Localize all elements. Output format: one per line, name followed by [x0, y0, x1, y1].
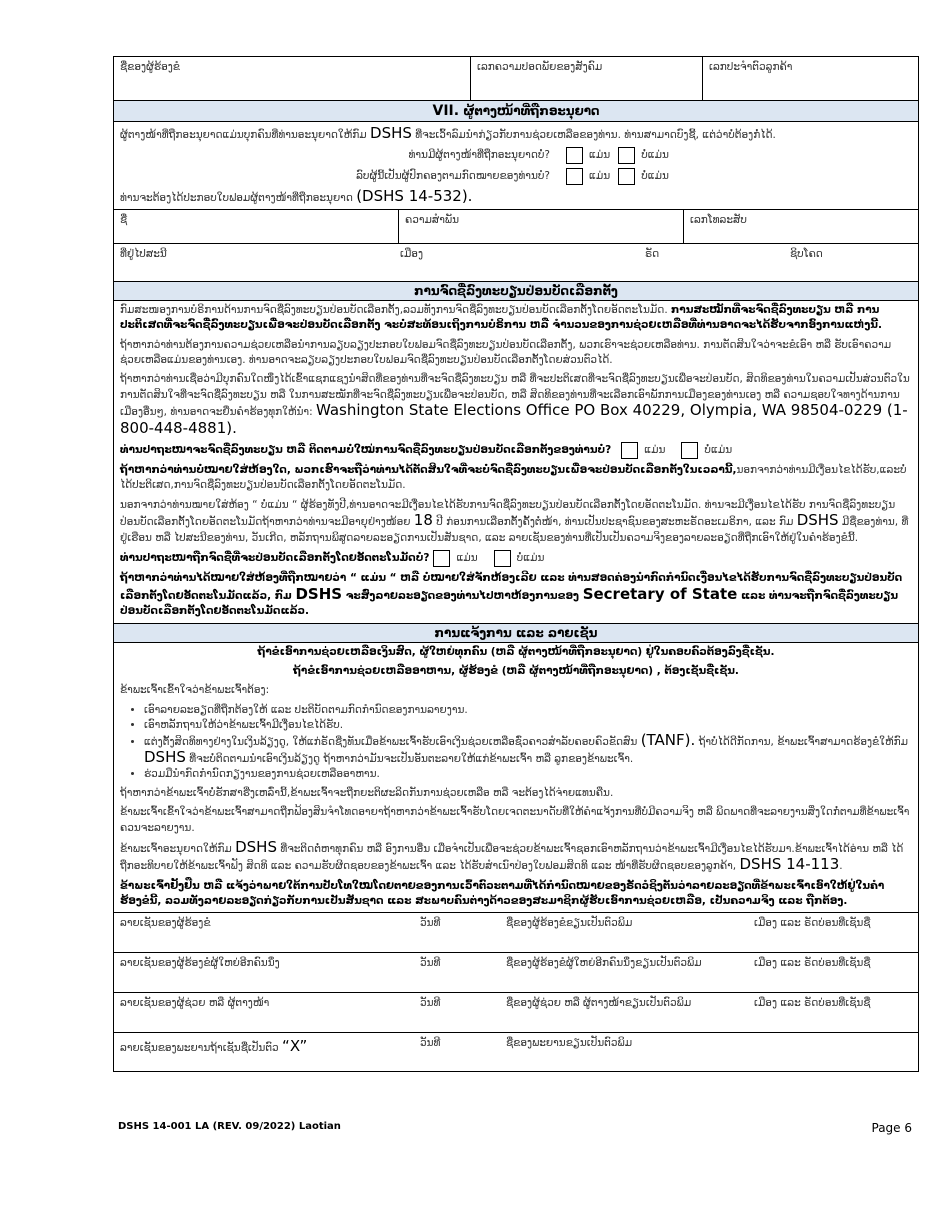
applicant-info-row [114, 57, 918, 101]
auto-yes-checkbox[interactable] [433, 550, 450, 567]
must-complete-text: ທ່ານຈະຕ້ອງໄດ້ປະກອບໃບຟອມຜູ້ຕາງໜ້າທີ່ຖືກອະນຸຍາດ [120, 192, 353, 205]
rep-phone-label: ເລກໂທລະສັບ [690, 213, 747, 226]
rep-state-label: ຣັດ [645, 247, 660, 260]
q2-no-label: ບໍ່ແມ່ນ [641, 170, 669, 183]
voter-p6-c: ແລະ ທ່ານຈະຖືກຈົດຊື່ລົງທະບຽນປ່ອນບັດເລືອກຕັ້ງໂດຍອັດຕະໂນມັດແລ້ວ. [120, 589, 899, 617]
obligation-3a: ແຕ່ງຕັ້ງສິດທິທາງຢ່າງໃນເງິນລ້ຽງດູ, ໃຫ້ແກ່ຣັດຊີ່ງທັນເມື່ອຂ້າພະເຈົ້າຮັບເອົາເງິນຊ່ວຍເຫລືອຊົ່ວຄາວສຳລັບຄອບຄົວຂັດສົນ [144, 735, 638, 748]
voter-registration-header [114, 282, 918, 301]
voter-p6 [114, 569, 918, 623]
cash-notice [114, 643, 918, 662]
applicant-date-label: ວັນທີ [420, 916, 441, 929]
signature-section-header [114, 624, 918, 643]
rep-city-field[interactable] [394, 244, 639, 281]
signature-table [114, 913, 918, 1071]
obligation-item [144, 730, 918, 767]
rep-city-label: ເມືອງ ແລະ ຣັດບ່ອນທີ່ເຊັນຊື່ [754, 996, 871, 1009]
witness-signature-cell [114, 1033, 414, 1071]
q2-text: ລົບຜູ້ນີ້ເປັນຜູ້ປົກຄອງຕາມກົດໝາຍຂອງທ່ານບໍ? [356, 170, 550, 183]
voter-p5 [114, 496, 918, 548]
voter-p6-a: ຖ້າຫາກວ່າທ່ານໄດ້ໝາຍໃສ່ຫ້ອງທີ່ຖືກໝາຍວ່າ “ ແມ່ນ “ ຫລື ບໍ່ໝາຍໃສ່ຈັກຫ້ອງເລີຍ ແລະ ທ່ານສອດຄ່ອງນຳກົດກຳນົດເງື່ອນໄຂໄດ້ຮັບການຈົດຊື່ລົງທະບຽນປ່ອນບັດເລືອກຕັ້ງໂດຍອັດຕະໂນມັດແລ້ວ, ກົມ [120, 572, 903, 602]
rep-address-row [114, 244, 918, 282]
form-14-113-ref: DSHS 14-113 [739, 855, 840, 874]
form-14-532-ref: (DSHS 14-532). [356, 187, 473, 206]
rep-relationship-label: ຄວາມສຳພັນ [405, 213, 460, 226]
rep-relationship-field[interactable] [399, 210, 684, 243]
voter-p2-text: ຖ້າຫາກວ່າທ່ານຕ້ອງການຄວາມຊ່ວຍເຫລືອນຳການລຽບລຽງປະກອບໃບຟອມຈົດຊື່ລົງທະບຽນປ່ອນບັດເລືອກຕັ້ງ, ພວກເຮົາຈະຊ່ວຍເຫລືອທ່ານ. ການຕັດສິນໃຈວ່າຈະຂໍເອົາ ຫລື ຮັບເອົາຄວາມຊ່ວຍເຫລືອແມ່ນຂອງທ່ານເອງ. ທ່ານອາດຈະລຽບລຽງປະກອບໃບຟອມຈົດຊື່ລົງທະບຽນປ່ອນບັດເລືອກຕັ້ງໂດຍສ່ວນຕົວໄດ້. [120, 338, 892, 367]
applicant-signature-label: ລາຍເຊັນຂອງຜູ້ຮ້ອງຂໍ [120, 916, 211, 929]
rep-address-label: ທີ່ຢູ່ໄປສະນີ [120, 247, 167, 260]
voter-p5-dshs: DSHS [796, 511, 839, 530]
obligation-item [144, 703, 918, 718]
intro-text-a: ຜູ້ຕາງໜ້າທີ່ຖືກອະນຸຍາດແມ່ນບຸກຄົນທີ່ທ່ານອະນຸຍາດໃຫ້ກົມ [120, 129, 367, 141]
ssn-label: ເລກຄວາມປອດພັຍຂອງສັງຄົມ [477, 61, 603, 73]
client-id-label: ເລກປະຈຳຕົວລູກຄ້າ [709, 61, 793, 73]
form-number: DSHS 14-001 LA (REV. 09/2022) Laotian [118, 1121, 341, 1132]
secretary-of-state: Secretary of State [582, 584, 738, 603]
signature-row-representative[interactable] [114, 993, 918, 1033]
register-yes-checkbox[interactable] [621, 442, 638, 459]
voter-p4 [114, 461, 918, 496]
other-adult-signature-label: ລາຍເຊັນຂອງຜູ້ຮ້ອງຂໍຜູ້ໃຫຍ່ອີກຄົນນຶ່ງ [120, 956, 280, 969]
applicant-name-label: ຊື່ຂອງຜູ້ຮ້ອງຂໍ [120, 61, 180, 73]
obligation-2: ເອົາຫລັກຖານໃຫ້ວ່າຂ້າພະເຈົ້າມີເງື່ອນໄຂໄດ້ຮັບ. [144, 718, 344, 731]
notice-p2 [114, 803, 918, 838]
intro-dshs: DSHS [370, 124, 412, 142]
applicant-print-label: ຊື່ຂອງຜູ້ຮ້ອງຂໍຂຽນເປັນຕົວພິມ [506, 916, 633, 929]
must-complete-note [114, 187, 918, 209]
rep-print-label: ຊື່ຂອງຜູ້ຊ່ວຍ ຫລື ຜູ້ຕາງໜ້າຂຽນເປັນຕົວພິມ [506, 996, 692, 1009]
rep-zip-field[interactable] [784, 244, 918, 281]
voter-p1-a: ກົມສະໜອງການບໍຣິການດ້ານການຈົດຊື່ລົງທະບຽນປ່ອນບັດເລືອກຕັ້ງ,ລວມທັງການຈົດຊື່ລົງທະບຽນປ່ອນບັດເລືອກຕັ້ງໂດຍອັດຕະໂນມັດ. [120, 303, 668, 316]
notice-p1-text: ຖ້າຫາກວ່າຂ້າພະເຈົ້າບໍ່ຮັກສາຮີ່ງເຫລົ່ານີ້,ຂ້າພະເຈົ້າຈະຖືກຍະຕິຜະລິດກັນການຊ່ວຍເຫລືອ ຫລື ຈະຕ້ອງໄດ້ຈ່າຍແທນຄືນ. [120, 786, 614, 799]
voter-p3-text: ຖ້າຫາກວ່າທ່ານເຊື່ອວ່າມີບຸກຄົນໃດໜຶ່ງໄດ້ເຂົ້າແຊກແຊງນຳສິດທີ່ຂອງທ່ານທີ່ຈະຈົດຊື່ລົງທະບຽນ ຫລື ທີ່ຈະປະຕິເສດທີ່ຈະຈົດຊື່ລົງທະບຽນເພື່ອຈະປ່ອນບັດ, ສິດທິຂອງທ່ານໃນຄວາມເປັນສ່ວນຕົວໃນການຕັດສິນໃຈທີ່ຈະຈົດຊື່ລົງທະບຽນ ຫລື ໃນການສະໝັກທີ່ຈະຈົດຊື່ລົງທະບຽນເພື່ອຈະປ່ອນບັດ, ຫລື ສິດທິຂອງທ່ານທີ່ຈະເລືອກເອົາພັກການເມືອງຂອງທ່ານເອງ ຫລື ຄວາມຊອບໃຈທາງດ້ານການເມືອງອື່ນໆ, ທ່ານອາດຈະຍື່ນຄຳຮ້ອງທຸກໃຫ້ນຳ: [120, 373, 910, 419]
notice-p3-a: ຂ້າພະເຈົ້າອະນຸຍາດໃຫ້ກົມ [120, 842, 232, 855]
notice-p3-dshs: DSHS [235, 837, 277, 856]
voter-p4-bold: ຖ້າຫາກວ່າທ່ານບໍ່ໝາຍໃສ່ຫ້ອງໃດ, ພວກເຮົາຈະຖືວ່າທ່ານໄດ້ຕັດສິນໃຈທີ່ຈະບໍ່ຈົດຊື່ລົງທະບຽນເພື່ອຈະປ່ອນບັດເລືອກຕັ້ງໃນເວລານີ້, [120, 464, 737, 477]
client-id-field[interactable] [703, 57, 918, 100]
q2-yes-checkbox[interactable] [566, 168, 583, 185]
signature-title: ການແຈ້ງການ ແລະ ລາຍເຊັນ [434, 626, 598, 641]
cash-notice-text: ຖ້າຂໍເອົາການຊ່ວຍເຫລືອເງິນສົດ, ຜູ້ໃຫຍ່ທຸກຄົນ (ຫລື ຜູ້ຕາງໜ້າທີ່ຖືກອະນຸຍາດ) ຢູ່ໃນຄອບຄົວຕ້ອງລົງຊື່ເຊັນ. [257, 646, 775, 659]
question-has-rep [114, 145, 918, 166]
register-no-label: ບໍ່ແມ່ນ [704, 443, 733, 456]
notice-p1 [114, 784, 918, 803]
witness-print-label: ຊື່ຂອງພະຍານຂຽນເປັນຕົວພິມ [506, 1036, 633, 1049]
obligation-3b: ຖ້າບໍ່ໄດ້ດີກັດການ, ຂ້າພະເຈົ້າສາມາດຮ້ອງຂໍໃຫ້ກົມ [698, 735, 908, 748]
voter-question-auto [114, 548, 918, 569]
signature-row-applicant[interactable] [114, 913, 918, 953]
witness-date-label: ວັນທີ [420, 1036, 441, 1049]
food-notice-text: ຖ້າຂໍເອົາການຊ່ວຍເຫລືອອາຫານ, ຜູ້ຮ້ອງຂໍ (ຫລື ຜູ້ຕາງໜ້າທີ່ຖືກອະນຸຍາດ) , ຕ້ອງເຊັນຊື່ເຊັນ. [293, 665, 739, 678]
intro-text-b: ທີ່ຈະເວົ້າລົມນຳກ່ຽວກັບການຊ່ວຍເຫລືອຂອງທ່ານ. ທ່ານສາມາດບົງຊີ້, ແຕ່ວ່າບໍ່ຕ້ອງກໍ່ໄດ້. [415, 129, 776, 141]
q1-yes-checkbox[interactable] [566, 147, 583, 164]
signature-row-other-adult[interactable] [114, 953, 918, 993]
rep-signature-label: ລາຍເຊັນຂອງຜູ້ຊ່ວຍ ຫລື ຜູ້ຕາງໜ້າ [120, 996, 270, 1009]
voter-age: 18 [413, 511, 433, 530]
other-adult-city-label: ເມືອງ ແລະ ຣັດບ່ອນທີ່ເຊັນຊື່ [754, 956, 871, 969]
obligation-1: ເອົາລາຍລະອຽດທີ່ຖືກຕ້ອງໃຫ້ ແລະ ປະຕິບັດຕາມກົດກຳນົດຂອງການລາຍງານ. [144, 703, 468, 716]
voter-registration-body [114, 301, 918, 625]
voter-p2 [114, 336, 918, 371]
q-register-text: ທ່ານປາຖະໜາຈະຈົດຊື່ລົງທະບຽນ ຫລື ຕິດຕາມບໍ່ໃໝ່ການຈົດຊື່ລົງທະບຽນປ່ອນບັດເລືອກຕັ້ງຂອງທ່ານບໍ່? [120, 443, 612, 456]
register-yes-label: ແມ່ນ [644, 443, 666, 456]
voter-p1-b: ການສະໝັກທີ່ຈະຈົດຊື່ລົງທະບຽນ ຫລື ການປະຕິເສດທີ່ຈະຈົດຊື່ລົງທະບຽນເພື່ອຈະປ່ອນບັດເລືອກຕັ້ງ ຈະບໍ່ສະທ້ອນເຖິງການບໍຣິການ ຫລື ຈຳນວນຂອງການຊ່ວຍເຫລືອທີ່ທ່ານອາດຈະໄດ້ຮັບຈາກອົງການແຫ່ງນີ້. [120, 303, 882, 332]
voter-p6-b: ຈະສົ່ງລາຍລະອຽດຂອງທ່ານໄປຫາຫ້ອງການຂອງ [345, 589, 580, 602]
obligation-4: ຮ່ວມມືນຳກົດກຳນົດກຽງານຂອງການຊ່ວຍເຫລືອອາຫານ. [144, 767, 380, 780]
obligations-list [144, 703, 918, 782]
voter-question-register [114, 440, 918, 461]
voter-p6-dshs: DSHS [295, 584, 343, 603]
q1-yes-label: ແມ່ນ [589, 149, 611, 162]
ssn-field[interactable] [471, 57, 703, 100]
rep-address-field[interactable] [114, 244, 394, 281]
obligation-dshs: DSHS [144, 747, 186, 766]
food-notice [114, 662, 918, 681]
obligation-3c: ທີ່ຈະບໍ່ຕິດຕາມນຳເອົາເງິນລ້ຽງດູ ຖ້າຫາກວ່າມັນຈະເປັນອັນຕະລາຍໃຫ້ແກ່ຂ້າພະເຈົ້າ ຫລື ລູກຂອງຂ້າພະເຈົ້າ. [189, 752, 634, 765]
q2-no-checkbox[interactable] [618, 168, 635, 185]
signature-row-witness[interactable] [114, 1033, 918, 1071]
notice-p3-b: ທີ່ຈະຕິດຕໍ່ຫາທຸກຄົນ ຫລື ອົງການອື່ນ ເມື່ອຈຳເປັນເພື່ອຈະຊ່ວຍຂ້າພະເຈົ້າຊອກເອົາຫລັກຖານວ່າຂ້າພະເຈົ້າມີເງື່ອນໄຂໄດ້ຮັບມາ.ຂ້າພະເຈົ້າໄດ້ອ່ານ ຫລື ໄດ້ຖືກອະທິບາຍໃຫ້ຂ້າພະເຈົ້າຟັງ ສິດທິ ແລະ ຄວາມຮັບຜິດຊອບຂອງຂ້າພະເຈົ້າ ແລະ ໄດ້ຮັບສຳເນົາປ່ອງໃບຟອມສິດທິ ແລະ ໜ້າທີ່ຮັບຜິດຊອບຂອງລູກຄ້າ, [120, 842, 904, 873]
section-7-number: VII. [432, 103, 460, 119]
q1-no-checkbox[interactable] [618, 147, 635, 164]
voter-p5-b: ປີ ກ່ອນການເລືອກຕັ້ງຄັ້ງຕໍ່ໜ້າ, ທ່ານເປັນປະຊາຊົນຂອງສະຫະຣັດອະເມຣິກາ, ແລະ ກົມ [436, 516, 794, 529]
signature-notice-body [114, 643, 918, 912]
voter-title: ການຈົດຊື່ລົງທະບຽນປ່ອນບັດເລືອກຕັ້ງ [414, 283, 618, 298]
q-auto-text: ທ່ານປາຖະໜາຖືກຈົດຊື່ທີ່ຈະປ່ອນບັດເລືອກຕັ້ງໂດຍອັດຕະໂນມັດບໍ່? [120, 551, 430, 564]
page-number: Page 6 [871, 1121, 912, 1135]
obligation-item [144, 718, 918, 733]
other-adult-date-label: ວັນທີ [420, 956, 441, 969]
applicant-name-field[interactable] [114, 57, 471, 100]
rep-name-field[interactable] [114, 210, 399, 243]
q1-text: ທ່ານມີຜູ້ຕາງໜ້າທີ່ຖືກອະນຸຍາດບໍ່? [408, 149, 550, 162]
witness-x-mark: “X” [282, 1036, 308, 1055]
rep-name-label: ຊື່ [120, 213, 128, 226]
understand-text: ຂ້າພະເຈົ້າເຂົ້າໃຈວ່າຂ້າພະເຈົ້າຕ້ອງ: [120, 684, 270, 697]
authorized-rep-intro [114, 122, 918, 145]
rep-zip-label: ຊິບໂຄດ [790, 247, 823, 260]
certification-text: ຂ້າພະເຈົ້າຢັ້ງຢືນ ຫລື ແຈ້ງວ່າພາຍໃຕ້ການປັບໂທໃໝໂດຍຕາຍຂອງການເວົ້າຕົວະຕາມທີ່ໄດ້ກຳນົດໝາຍຂອງຣັດວໍຊິງຕັນວ່າລາຍລະອຽດທີ່ຂ້າພະເຈົ້າເອົາໃຫ້ຢູ່ໃນຄຳຮ້ອງຂໍນີ້, ລວມທັງລາຍລະອຽດກ່ຽວກັບການເປັນສັນຊາດ ແລະ ສະພາບຄົນຕ່າງດ້າວຂອງສະມາຊິກຜູ້ຮັບເອົາການຊ່ວຍເຫລືອ, ເປັນຄວາມຈິງ ແລະ ຖືກຕ້ອງ. [120, 879, 885, 908]
understand-intro [114, 681, 918, 700]
tanf: (TANF). [640, 730, 696, 749]
q1-no-label: ບໍ່ແມ່ນ [641, 149, 669, 162]
register-no-checkbox[interactable] [681, 442, 698, 459]
section-7-header [114, 101, 918, 122]
rep-city-label: ເມືອງ [400, 247, 424, 260]
obligation-item [144, 767, 918, 782]
auto-no-label: ບໍ່ແມ່ນ [516, 551, 545, 564]
auto-no-checkbox[interactable] [494, 550, 511, 567]
voter-p3 [114, 370, 918, 440]
voter-p1 [114, 301, 918, 336]
elections-office-address: Washington State Elections Office PO Box 40229, Olympia, WA 98504-0229 (1-800-448-4881). [120, 401, 908, 437]
voter-p4-rest: ນອກຈາກວ່າທ່ານມີເງື່ອນໄຂໄດ້ຮັບ,ແລະບໍ່ໄດ້ປະຕິເສດ,ການຈົດຊື່ລົງທະບຽນປ່ອນບັດເລືອກຕັ້ງໂດຍອັດຕະໂນມັດ. [120, 464, 907, 492]
question-legal-guardian [114, 166, 918, 187]
certification-statement [114, 877, 918, 912]
applicant-city-label: ເມືອງ ແລະ ຣັດບ່ອນທີ່ເຊັນຊື່ [754, 916, 871, 929]
section-7-title: ຜູ້ຕາງໜ້າທີ່ຖືກອະນຸຍາດ [463, 104, 600, 118]
notice-p3: ຂ້າພະເຈົ້າອະນຸຍາດໃຫ້ກົມ DSHS ທີ່ຈະຕິດຕໍ່ຫາທຸກຄົນ ຫລື ອົງການອື່ນ ເມື່ອຈຳເປັນເພື່ອຈະຊ່ວຍຂ້າພະເຈົ້າຊອກເອົາຫລັກຖານວ່າຂ້າພະເຈົ້າມີເງື່ອນໄຂໄດ້ຮັບມາ.ຂ້າພະເຈົ້າໄດ້ອ່ານ ຫລື ໄດ້ຖືກອະທິບາຍໃຫ້ຂ້າພະເຈົ້າຟັງ ສິດທິ ແລະ ຄວາມຮັບຜິດຊອບຂອງຂ້າພະເຈົ້າ ແລະ ໄດ້ຮັບສຳເນົາປ່ອງໃບຟອມສິດທິ ແລະ ໜ້າທີ່ຮັບຜິດຊອບຂອງລູກຄ້າ, DSHS 14-113. [120, 837, 904, 874]
application-form-page [113, 56, 919, 1072]
auto-yes-label: ແມ່ນ [456, 551, 478, 564]
rep-date-label: ວັນທີ [420, 996, 441, 1009]
rep-name-row [114, 210, 918, 244]
witness-signature-label: ລາຍເຊັນຂອງພະຍານຖ້າເຊັນຊື່ເປັນຕົວ [120, 1041, 279, 1054]
other-adult-print-label: ຊື່ຂອງຜູ້ຮ້ອງຂໍຜູ້ໃຫຍ່ອີກຄົນນຶ່ງຂຽນເປັນຕົວພິມ [506, 956, 702, 969]
voter-p5-a: ນອກຈາກວ່າທ່ານໝາຍໃສ່ຫ້ອງ “ ບໍ່ແມ່ນ “ ຜູ້ຮ້ອງທັງປີ,ທ່ານອາດຈະມີເງື່ອນໄຂໄດ້ຮັບການຈົດຊື່ລົງທະບຽນປ່ອນບັດເລືອກຕັ້ງໂດຍອັດຕະໂນມັດ. ທ່ານຈະມີເງື່ອນໄຂໄດ້ຮັບ ການຈົດຊື່ລົງທະບຽນປ່ອນບັດເລືອກຕັ້ງໂດຍອັດຕະໂນມັດຖ້າຫາກວ່າທ່ານຈະມີອາຍຸຢ່າງໜ້ອຍ [120, 498, 896, 529]
rep-state-field[interactable] [639, 244, 784, 281]
rep-phone-field[interactable] [684, 210, 918, 243]
voter-p5-c: ມີຊື່ຂອງທ່ານ, ທີ່ຢູ່ເຮືອນ ຫລື ໄປສະນີຂອງທ່ານ, ວັນເກີດ, ຫລັກຖານພິສູດລາຍລະອຽດການເປັນສັນຊາດ, ແລະ ລາຍເຊັນຂອງທ່ານທີ່ເປັນເປັນຄວາມຈິງຂອງລາຍລະອຽດທີ່ຖືກເອົາໃຫ້ຢູ່ໃນຄຳຮ້ອງຂໍນີ້. [120, 516, 909, 544]
q2-yes-label: ແມ່ນ [589, 170, 611, 183]
notice-p2-text: ຂ້າພະເຈົ້າເຂົ້າໃຈວ່າຂ້າພະເຈົ້າສາມາດຖືກຟ້ອງສິນຈຳໂທດອາຍາຖ້າຫາກວ່າຂ້າພະເຈົ້າຮັບໂດຍເຈດຕະນາດັບທີ່ໃຫ້ຄຳແຈ້ງການທີ່ບໍ່ມີຄວາມຈິງ ຫລື ພິດພາດທີ່ຈະລາຍງານສິ່ງໃດກໍ່ຕາມທີ່ຂ້າພະເຈົ້າຄວນຈະລາຍງານ. [120, 806, 910, 834]
